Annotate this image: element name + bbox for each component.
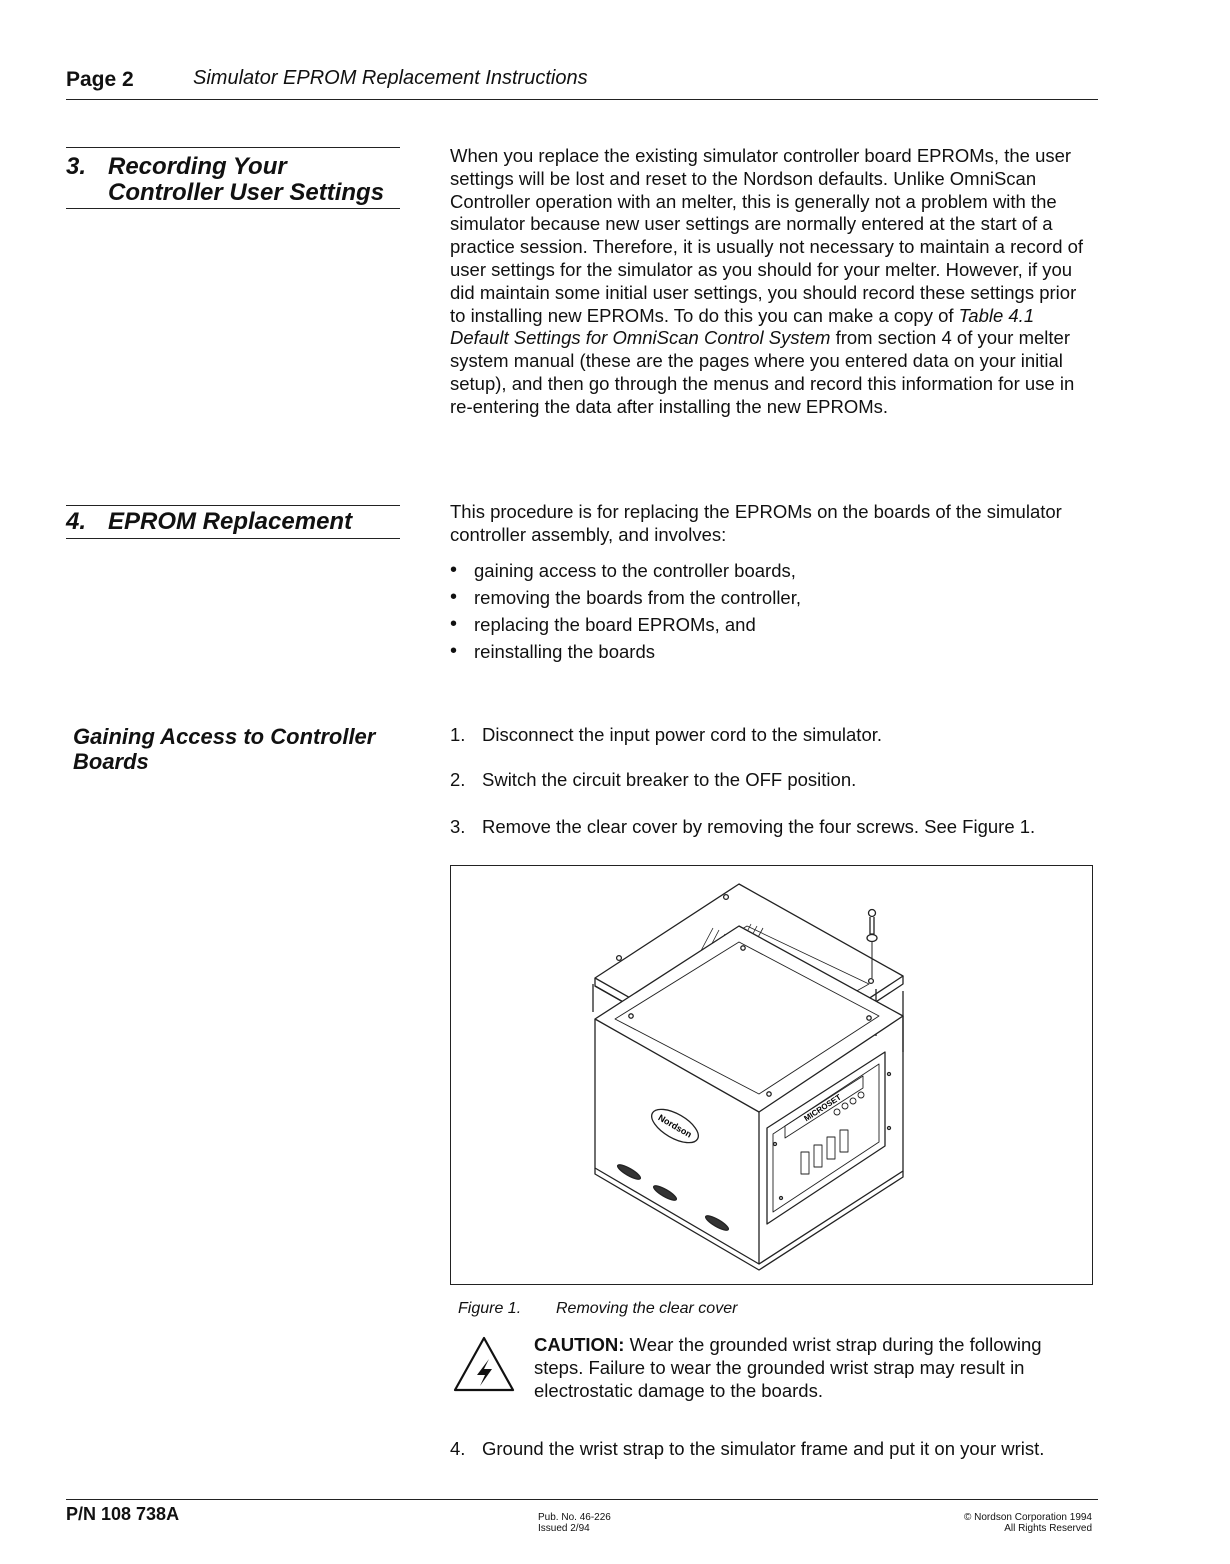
step-number: 4. <box>450 1438 466 1459</box>
list-item: • reinstalling the boards <box>448 641 801 668</box>
caution-warning-icon <box>452 1335 516 1393</box>
figure-1-frame <box>450 865 1093 1285</box>
step-number: 1. <box>450 724 466 745</box>
pub-number: Pub. No. 46-226 <box>538 1512 611 1523</box>
section3-body <box>450 145 1095 419</box>
subsection-title-line2: Boards <box>73 749 149 774</box>
caution-label: CAUTION: <box>534 1334 625 1355</box>
section4-bottom-rule <box>66 538 400 539</box>
section4-number: 4. <box>66 508 87 535</box>
step-number: 3. <box>450 816 466 837</box>
section3-title-line2: Controller User Settings <box>108 179 385 206</box>
section3-bottom-rule <box>66 208 400 209</box>
figure-label: Figure 1. <box>458 1300 522 1317</box>
table-reference: Table 4.1 Default Settings for OmniScan Control System <box>450 304 1035 349</box>
rights-reserved: All Rights Reserved <box>1004 1523 1092 1534</box>
step-text: Remove the clear cover by removing the four screws. See Figure 1. <box>482 816 1036 837</box>
list-item: • replacing the board EPROMs, and <box>448 614 801 641</box>
section4-title: EPROM Replacement <box>108 508 353 535</box>
section3-body-text: When you replace the existing simulator controller board EPROMs, the user settings will be lost and reset to the Nordson defaults. Unlike OmniScan Controller operation with an melter, this is generally not a problem with the simulator because new user settings are normally entered at the start of a practice session. Therefore, it is usually not necessary to maintain a record of user settings for the simulator as you should for your melter. However, if you did maintain some initial user settings, you should record these settings prior to installing new EPROMs. To do this you can make a copy of <box>450 145 1084 326</box>
header-divider <box>66 99 1098 100</box>
section3-title-line1: Recording Your <box>108 153 287 180</box>
section3-body-text-end: from section 4 of your melter system manual (these are the pages where you entered data on your initial setup), and then go through the menus and record this information for use in re-entering the data after installing the new EPROMs. <box>450 327 1075 417</box>
section3-top-rule <box>66 147 400 148</box>
subsection-title-line1: Gaining Access to Controller <box>73 724 376 749</box>
panel-label: MICROSET <box>802 1092 843 1124</box>
list-item: • removing the boards from the controller, <box>448 587 801 614</box>
step-text: Switch the circuit breaker to the OFF position. <box>482 769 857 790</box>
procedure-bullet-list <box>448 560 801 668</box>
step-number: 2. <box>450 769 466 790</box>
part-number: P/N 108 738A <box>66 1504 180 1524</box>
nordson-logo-text: Nordson <box>656 1112 694 1140</box>
issued-date: Issued 2/94 <box>538 1523 590 1534</box>
caution-text: Wear the grounded wrist strap during the following steps. Failure to wear the grounded wrist strap may result in electrostatic damage to the boards. <box>534 1334 1042 1401</box>
page-number: Page 2 <box>66 68 134 91</box>
step-text: Disconnect the input power cord to the simulator. <box>482 724 883 745</box>
footer-divider <box>66 1499 1098 1500</box>
copyright: © Nordson Corporation 1994 <box>964 1512 1092 1523</box>
step-text: Ground the wrist strap to the simulator frame and put it on your wrist. <box>482 1438 1045 1459</box>
section3-number: 3. <box>66 153 87 180</box>
list-item: • gaining access to the controller boards, <box>448 560 801 587</box>
caution-box <box>534 1334 1094 1402</box>
figure-caption: Removing the clear cover <box>556 1300 738 1317</box>
section4-top-rule <box>66 505 400 506</box>
section4-intro: This procedure is for replacing the EPROMs on the boards of the simulator controller assembly, and involves: <box>450 501 1062 545</box>
document-title: Simulator EPROM Replacement Instructions <box>193 67 588 89</box>
figure-1-illustration <box>451 866 1091 1283</box>
